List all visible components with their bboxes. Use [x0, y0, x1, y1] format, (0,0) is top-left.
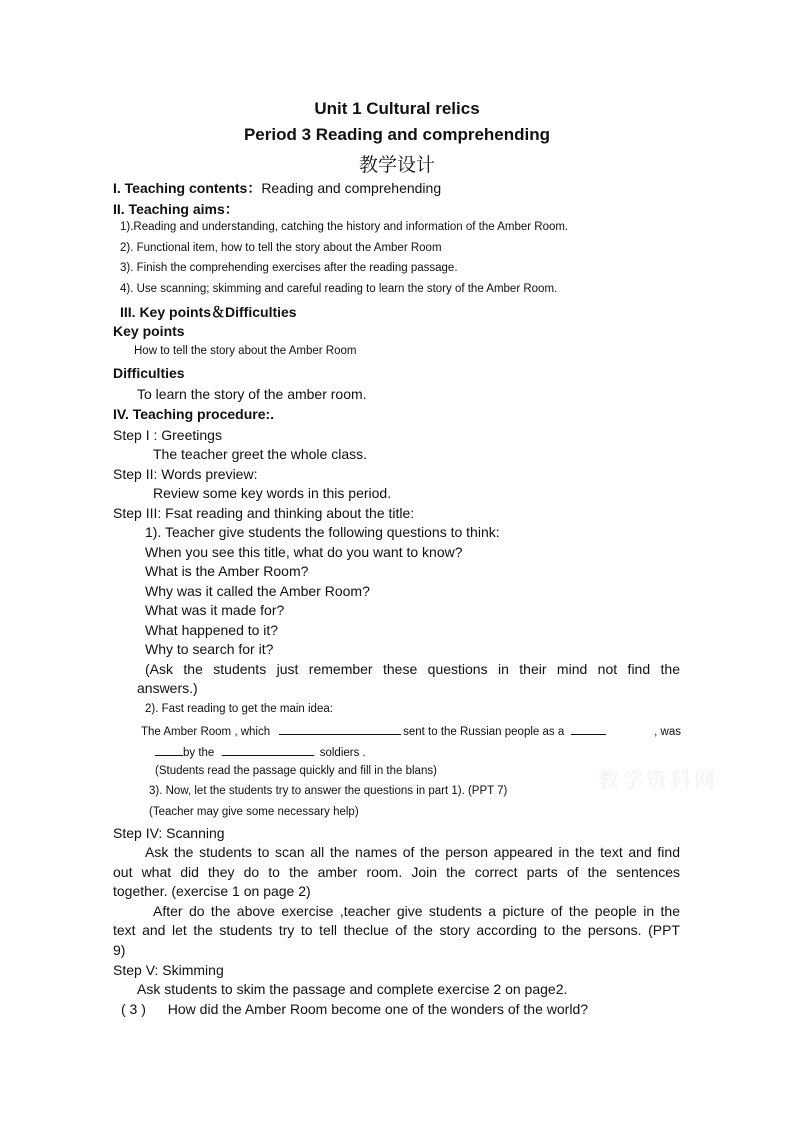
difficulties-label: Difficulties — [113, 365, 185, 381]
step4-line5: text and let the students try to tell theclue of the story according to the persons. (PPT — [113, 922, 680, 938]
key-points-text: How to tell the story about the Amber Room — [134, 345, 357, 357]
step2-text: Review some key words in this period. — [153, 485, 392, 501]
fill-text-c: , was — [654, 726, 681, 738]
question-item: When you see this title, what do you want to know? — [145, 544, 463, 560]
aim-item: 1).Reading and understanding, catching the history and information of the Amber Room. — [120, 221, 569, 233]
fill-text-d: by the — [183, 747, 215, 759]
step1-text: The teacher greet the whole class. — [153, 446, 368, 462]
difficulties-text: To learn the story of the amber room. — [137, 386, 367, 402]
step4-line1: Ask the students to scan all the names of the person appeared in the text and find — [145, 844, 680, 860]
fill-text-a: The Amber Room , which — [141, 726, 271, 738]
step5-title: Step V: Skimming — [113, 962, 224, 978]
fill-note: (Students read the passage quickly and fill in the blans) — [155, 765, 437, 777]
period-title: Period 3 Reading and comprehending — [243, 125, 551, 144]
question-item: Why was it called the Amber Room? — [145, 583, 370, 599]
teaching-procedure-label: IV. Teaching procedure:. — [113, 406, 275, 422]
step1-title: Step I : Greetings — [113, 427, 222, 443]
question-item: What happened to it? — [145, 622, 279, 638]
question-3-text: How did the Amber Room become one of the wonders of the world? — [167, 1001, 589, 1017]
teaching-aims-label: II. Teaching aims： — [113, 201, 239, 217]
step4-line6: 9) — [113, 942, 126, 958]
chinese-title: 教学设计 — [358, 155, 435, 176]
step3-item3-note: (Teacher may give some necessary help) — [149, 806, 359, 818]
question-3-number: ( 3 ) — [121, 1001, 146, 1017]
step3-note-line2: answers.) — [137, 680, 198, 696]
step3-title: Step III: Fsat reading and thinking about the title: — [113, 505, 415, 521]
question-item: What was it made for? — [145, 602, 285, 618]
step4-line3: together. (exercise 1 on page 2) — [113, 883, 311, 899]
fill-blank-line1 — [141, 723, 681, 738]
teaching-contents-label: I. Teaching contents： — [113, 180, 262, 196]
step2-title: Step II: Words preview: — [113, 466, 258, 482]
teaching-contents — [113, 178, 441, 198]
question-3 — [121, 1001, 588, 1017]
step3-item1: 1). Teacher give students the following questions to think: — [145, 524, 500, 540]
unit-title: Unit 1 Cultural relics — [314, 99, 480, 118]
teaching-contents-value: Reading and comprehending — [261, 180, 442, 196]
fill-blank-line2 — [155, 744, 366, 759]
aim-item: 3). Finish the comprehending exercises after the reading passage. — [120, 262, 458, 274]
aim-item: 4). Use scanning; skimming and careful reading to learn the story of the Amber Room. — [120, 283, 558, 295]
fill-blank-2 — [571, 723, 606, 735]
step4-title: Step IV: Scanning — [113, 825, 225, 841]
step5-text: Ask students to skim the passage and complete exercise 2 on page2. — [137, 981, 568, 997]
question-item: What is the Amber Room? — [145, 563, 309, 579]
fill-text-b: sent to the Russian people as a — [403, 726, 565, 738]
step3-item2: 2). Fast reading to get the main idea: — [145, 703, 333, 715]
key-points-difficulties-label: III. Key points＆Difficulties — [120, 304, 297, 320]
fill-blank-1 — [279, 723, 401, 735]
step3-item3: 3). Now, let the students try to answer the questions in part 1). (PPT 7) — [149, 785, 508, 797]
fill-blank-4 — [222, 744, 314, 756]
step3-note-line1: (Ask the students just remember these questions in their mind not find the — [145, 661, 680, 677]
step4-line2: out what did they do to the amber room. Join the correct parts of the sentences — [113, 864, 680, 880]
watermark: 教学资料网 — [598, 769, 718, 792]
fill-text-e: soldiers . — [319, 747, 366, 759]
step4-line4: After do the above exercise ,teacher give students a picture of the people in the — [153, 903, 680, 919]
key-points-label: Key points — [113, 323, 185, 339]
question-item: Why to search for it? — [145, 641, 274, 657]
fill-blank-3 — [155, 744, 183, 756]
aim-item: 2). Functional item, how to tell the story about the Amber Room — [120, 242, 442, 254]
